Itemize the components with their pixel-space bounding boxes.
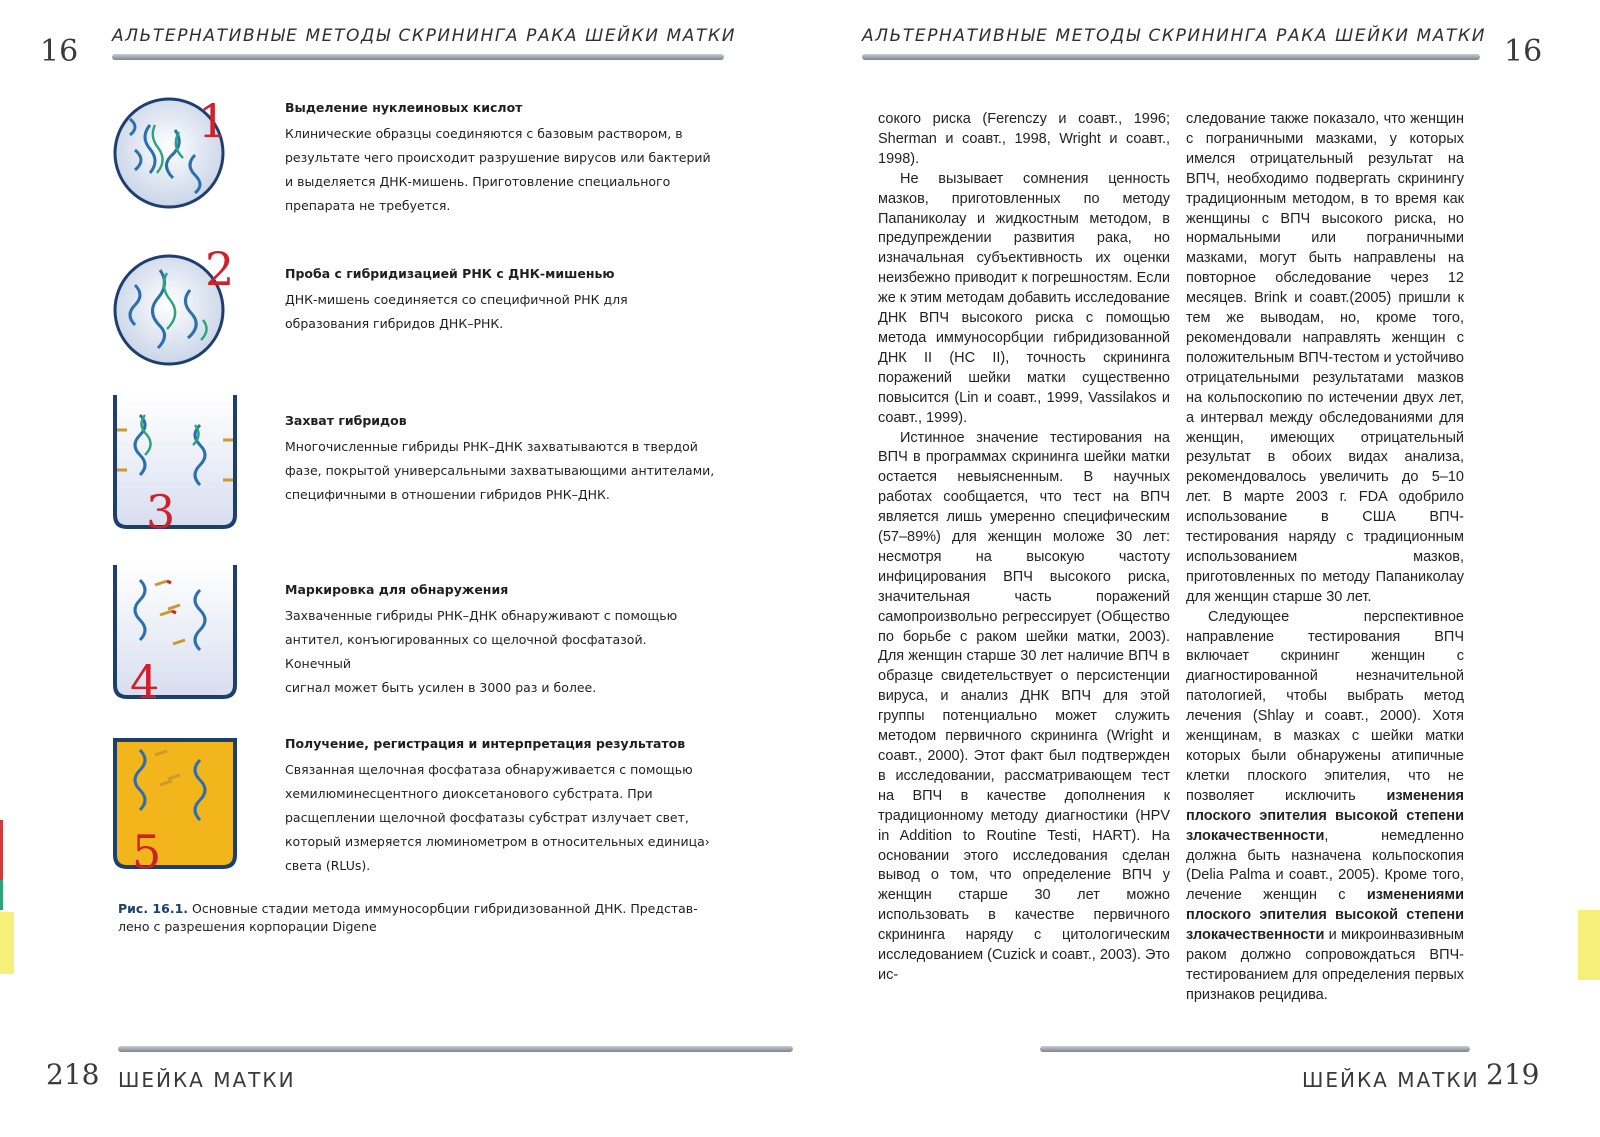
step-5-line: хемилюминесцентного диоксетанового субстрата. При [285,786,653,801]
step-number-5: 5 [132,825,162,879]
step-5-title: Получение, регистрация и интерпретация результатов [285,736,686,751]
footer-title-left: ШЕЙКА МАТКИ [118,1068,296,1092]
paragraph [1186,608,1464,1006]
step-1-line: и выделяется ДНК-мишень. Приготовление специального [285,174,671,189]
step-5-line: который измеряется люминометром в относительных единица› [285,834,710,849]
page-number-right: 219 [1486,1058,1540,1091]
step-number-4: 4 [130,655,160,709]
step-1-block [285,100,715,218]
bold-term: изменения плоского эпителия высокой степени злокачественности [1186,787,1464,844]
text-run: и микроинвазивным раком должно сопровождаться ВПЧ-тестированием для определения первых признаков рецидива. [1186,927,1464,1003]
step-2-line: ДНК-мишень соединяется со специфичной РНК для [285,292,628,307]
chapter-number-left: 16 [40,34,79,69]
paragraph: Истинное значение тестирования на ВПЧ в программах скрининга шейки матки остается невыясненным. В научных работах сообщается, что тест на ВПЧ является лишь умеренно специфическим (57–89%) для женщин моложе 30 лет: несмотря на высокую частоту инфицирования ВПЧ высокого риска, значительная часть поражений самопроизвольно регрессирует (Общество по борьбе с раком шейки матки, 2003). Для женщин старше 30 лет наличие ВПЧ в образце свидетельствует о персистенции вируса, и анализ ДНК ВПЧ для этой группы потенциально может служить методом первичного скрининга (Wright и соавт., 2000). Этот факт был подтвержден в исследовании, рассматривающем тест на ВПЧ в качестве дополнения к традиционному методу диагностики (HPV in Addition to Routine Testi, HART). На основании этого исследования сделан вывод о том, что определение ВПЧ у женщин старше 30 лет можно использовать в качестве первичного скрининга наряду с цитологическим исследованием (Cuzick и соавт., 2003). Это ис- [878,429,1170,983]
running-head-left: АЛЬТЕРНАТИВНЫЕ МЕТОДЫ СКРИНИНГА РАКА ШЕЙКИ МАТКИ [112,26,737,46]
paragraph: следование также показало, что женщин с пограничными мазками, у которых имелся отрицательный результат на ВПЧ, необходимо подвергать скринингу традиционным методом, в то время как женщины с ВПЧ высокого риска, но нормальными или пограничными мазками, могут быть направлены на повторное обследование через 12 месяцев. Brink и соавт.(2005) пришли к тем же выводам, но, кроме того, рекомендовали направлять женщин с положительным ВПЧ-тестом и устойчиво отрицательными результатами мазков на кольпоскопию по истечении двух лет, а интервал между обследованиями для женщин, имеющих отрицательный результат в обоих видах анализа, рекомендовалось увеличить до 5–10 лет. В марте 2003 г. FDA одобрило использование в США ВПЧ-тестирования наряду с традиционным использованием мазков, приготовленных по методу Папаниколау для женщин старше 30 лет. [1186,111,1464,605]
step-2-block [285,266,715,336]
text-column-1 [878,110,1170,986]
margin-mark-left [0,820,3,880]
text-run: Следующее перспективное направление тестирования ВПЧ включает скрининг женщин с диагностированной незначительной патологией, чтобы выбрать метод лечения (Shlay и соавт., 2000). Хотя женщинам, в мазках с шейки матки которых были обнаружены атипичные клетки плоского эпителия, что не позволяет исключить [1186,608,1464,804]
step-2-line: образования гибридов ДНК–РНК. [285,316,504,331]
margin-tab-left [0,912,14,974]
paragraph: Не вызывает сомнения ценность мазков, приготовленных по методу Папаниколау и жидкостным методом, в предупреждении развития рака, но изначальная субъективность их оценки неизбежно приводит к погрешностям. Если же к этим методам добавить исследование ДНК ВПЧ высокого риска с помощью метода иммуносорбции гибридизованной ДНК II (HC II), точность скрининга поражений шейки матки существенно повысится (Lin и соавт., 1999, Vassilakos и соавт., 1999). [878,170,1170,426]
step-1-title: Выделение нуклеиновых кислот [285,100,523,115]
step-number-2: 2 [205,242,235,296]
figure-caption [118,900,718,936]
margin-tab-right [1578,910,1600,980]
step-3-block [285,413,715,507]
step-number-3: 3 [146,485,176,539]
step-3-line: Многочисленные гибриды РНК–ДНК захватываются в твердой [285,439,698,454]
step-2-title: Проба с гибридизацией РНК с ДНК-мишенью [285,266,615,281]
step-5-line: расщеплении щелочной фосфатазы субстрат излучает свет, [285,810,689,825]
step-4-block [285,582,715,700]
step-4-line: антител, конъюгированных со щелочной фосфатазой. Конечный [285,632,647,671]
step-3-line: фазе, покрытой универсальными захватывающими антителами, [285,463,715,478]
caption-text-line2: лено с разрешения корпорации Digene [118,919,377,934]
caption-label: Рис. 16.1. [118,901,189,916]
step-1-line: Клинические образцы соединяются с базовым раствором, в [285,126,683,141]
margin-mark-left-green [0,880,3,910]
step-5-block [285,736,715,878]
chapter-number-right: 16 [1504,34,1543,69]
running-head-right: АЛЬТЕРНАТИВНЫЕ МЕТОДЫ СКРИНИНГА РАКА ШЕЙКИ МАТКИ [862,26,1487,46]
step-4-line: Захваченные гибриды РНК–ДНК обнаруживают с помощью [285,608,678,623]
footer-rule-left [118,1046,793,1052]
header-rule-right [862,54,1480,60]
text-column-2 [1186,110,1464,1006]
step-1-line: результате чего происходит разрушение вирусов или бактерий [285,150,711,165]
paragraph: сокого риска (Ferenczy и соавт., 1996; Sherman и соавт., 1998, Wright и соавт., 1998). [878,111,1170,167]
page-number-left: 218 [46,1058,100,1091]
step-5-line: света (RLUs). [285,858,371,873]
bold-term: изменениями плоского эпителия высокой степени злокачественности [1186,887,1464,944]
step-5-line: Связанная щелочная фосфатаза обнаруживается с помощью [285,762,693,777]
footer-title-right: ШЕЙКА МАТКИ [1302,1068,1480,1092]
caption-text: Основные стадии метода иммуносорбции гибридизованной ДНК. Представ- [188,901,698,916]
step-number-1: 1 [198,94,228,148]
step-3-title: Захват гибридов [285,413,407,428]
step-4-title: Маркировка для обнаружения [285,582,509,597]
header-rule-left [112,54,724,60]
footer-rule-right [1040,1046,1470,1052]
step-4-line: сигнал может быть усилен в 3000 раз и более. [285,680,597,695]
step-3-line: специфичными в отношении гибридов РНК–ДНК. [285,487,610,502]
text-run: , немедленно должна быть назначена кольпоскопия (Delia Palma и соавт., 2005). Кроме того, лечение женщин с [1186,827,1464,904]
step-1-line: препарата не требуется. [285,198,451,213]
